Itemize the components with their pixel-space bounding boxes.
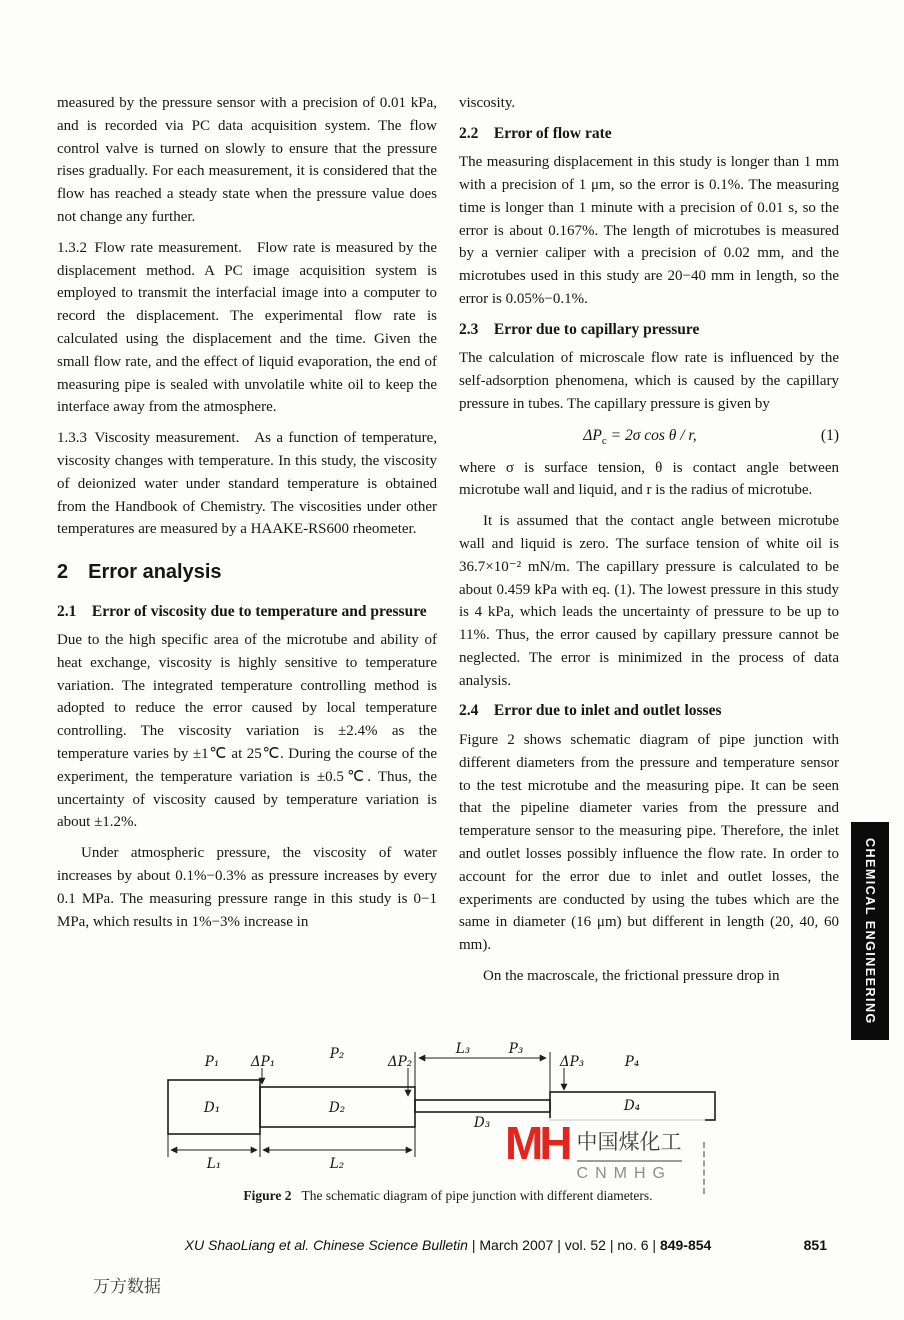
page-number: 851: [803, 1237, 827, 1253]
fig-label-l1: L₁: [206, 1156, 222, 1172]
para-pressure-sensor: measured by the pressure sensor with a precision of 0.01 kPa, and is recorded via PC data acquisition system. The flow control valve is turned on slowly to ensure that the pressure rises gradually. For each measurement, it is considered that the flow has reached a steady state when the pressure value does not change any further.: [57, 95, 437, 225]
fig-label-l3: L₃: [455, 1042, 471, 1057]
para-atmospheric-pressure: Under atmospheric pressure, the viscosity of water increases by about 0.1%−0.3% as pressure increases by every 0.1 MPa. The measuring pressure range in this study is 0−1 MPa, which results in 1%−3% increase in: [57, 845, 437, 930]
two-column-body: [57, 92, 839, 996]
heading-2-error-analysis: 2 Error analysis: [57, 561, 222, 584]
para-1-3-3-viscosity: 1.3.3 Viscosity measurement. As a function of temperature, viscosity changes with temperature. In this study, the viscosity of deionized water under standard temperature is obtained from the Handbook of Chemistry. The viscosities under other temperatures are measured by a HAAKE-RS600 rheometer.: [57, 430, 437, 538]
fig-label-p3: P₃: [508, 1042, 524, 1057]
footer: [57, 1237, 839, 1253]
figure-caption-label: Figure 2: [243, 1188, 292, 1203]
fig-label-dp3: ΔP₃: [559, 1054, 585, 1070]
para-macroscale: On the macroscale, the frictional pressure drop in: [483, 967, 780, 984]
fig-label-d1: D₁: [203, 1100, 221, 1116]
fig-label-dp2: ΔP₂: [387, 1054, 413, 1070]
equation-1-body: [459, 424, 821, 450]
figure-caption: [57, 1188, 839, 1204]
right-column: [459, 92, 839, 996]
cnmhg-logo-text: [577, 1118, 682, 1183]
footer-citation: [185, 1237, 712, 1253]
fig-label-p2: P₂: [329, 1046, 345, 1062]
para-flow-rate-error: The measuring displacement in this study is longer than 1 mm with a precision of 1 μm, so the error is 0.1%. The measuring time is longer than 1 minute with a precision of 0.01 s, so the error is about 0.167%. The length of microtubes is measured by a vernier caliper with a precision of 0.02 mm, and the microtubes used in this study are 20−40 mm in length, so the error is 0.05%−0.1%.: [459, 154, 839, 308]
cnmhg-logo-chinese: 中国煤化工: [577, 1126, 682, 1162]
para-equation-where: where σ is surface tension, θ is contact angle between microtube wall and liquid, and r is the radius of microtube.: [459, 459, 839, 499]
cnmhg-logo-dashed-line: [703, 1142, 705, 1194]
equation-rhs: = 2σ cos θ / r,: [606, 426, 697, 444]
para-contact-angle: It is assumed that the contact angle between microtube wall and liquid is zero. The surface tension of white oil is 36.7×10⁻² mN/m. The capillary pressure is calculated to be about 0.459 kPa with eq. (1). The lowest pressure in this study is 4 kPa, which leads the uncertainty of pressure to be up to 11%. Thus, the error caused by capillary pressure cannot be neglected. The error is minimized in the process of data analysis.: [459, 513, 839, 689]
cnmhg-logo-mark: MH: [505, 1117, 569, 1169]
para-viscosity-cont: viscosity.: [459, 95, 516, 111]
cnmhg-logo-latin: CNMHG: [576, 1165, 672, 1182]
figure-caption-text: The schematic diagram of pipe junction with different diameters.: [301, 1188, 653, 1203]
para-figure2-description: Figure 2 shows schematic diagram of pipe junction with different diameters from the pressure and temperature sensor to the test microtube and the measuring pipe. It can be seen that the pipeline diameter varies from the pressure and temperature sensor to the measuring pipe. Therefore, the inlet and outlet losses possibly influence the flow rate. In order to account for the error due to inlet and outlet losses, the experiments are conducted by using the tubes which are the same in diameter (16 μm) but different in length (20, 40, 60 mm).: [459, 731, 839, 954]
footer-citation-source: XU ShaoLiang et al. Chinese Science Bulletin: [184, 1237, 468, 1253]
equation-subscript: c: [601, 434, 607, 447]
footer-citation-pages: 849-854: [659, 1237, 712, 1253]
fig-label-dp1: ΔP₁: [250, 1054, 276, 1070]
footer-citation-details: | March 2007 | vol. 52 | no. 6 |: [467, 1237, 660, 1253]
fig-label-l2: L₂: [329, 1156, 345, 1172]
fig-label-d3: D₃: [473, 1115, 491, 1131]
pipe-d3: [415, 1100, 550, 1112]
left-column: [57, 92, 437, 996]
para-capillary-intro: The calculation of microscale flow rate is influenced by the self-adsorption phenomena, which is caused by the capillary pressure in tubes. The capillary pressure is given by: [459, 350, 839, 412]
equation-1-number: (1): [820, 426, 839, 444]
para-1-3-2-flow-rate: 1.3.2 Flow rate measurement. Flow rate is measured by the displacement method. A PC image acquisition system is employed to transmit the interfacial image into a computer to record the displacement. The experimental flow rate is calculated using the displacement and the time. Given the small flow rate, and the effect of liquid evaporation, the end of measuring pipe is sealed with unvolatile white oil to keep the interface away from the atmosphere.: [57, 239, 437, 416]
heading-2-3: 2.3 Error due to capillary pressure: [459, 320, 700, 338]
fig-label-p4: P₄: [624, 1054, 640, 1070]
equation-1: [459, 424, 839, 450]
heading-2-2: 2.2 Error of flow rate: [459, 124, 612, 142]
fig-label-d4: D₄: [623, 1098, 641, 1114]
chemical-engineering-banner: [851, 822, 889, 1040]
cnmhg-logo: [505, 1118, 705, 1183]
fig-label-p1: P₁: [204, 1054, 220, 1070]
fig-label-d2: D₂: [328, 1100, 346, 1116]
wanfang-watermark: 万方数据: [93, 1277, 161, 1296]
equation-lhs: ΔP: [583, 426, 602, 444]
heading-2-4: 2.4 Error due to inlet and outlet losses: [459, 702, 722, 720]
banner-text: CHEMICAL ENGINEERING: [863, 837, 877, 1025]
para-viscosity-temperature: Due to the high specific area of the microtube and ability of heat exchange, viscosity is highly sensitive to temperature variation. The integrated temperature controlling method is adopted to reduce the error caused by local temperature controlling. The viscosity variation is ±2.4% as the temperature varies by ±1℃ at 25℃. During the course of the experiment, the temperature variation is ±0.5℃. Thus, the uncertainty of viscosity caused by temperature variation is about ±1.2%.: [57, 632, 437, 831]
heading-2-1: 2.1 Error of viscosity due to temperature and pressure: [57, 602, 427, 620]
